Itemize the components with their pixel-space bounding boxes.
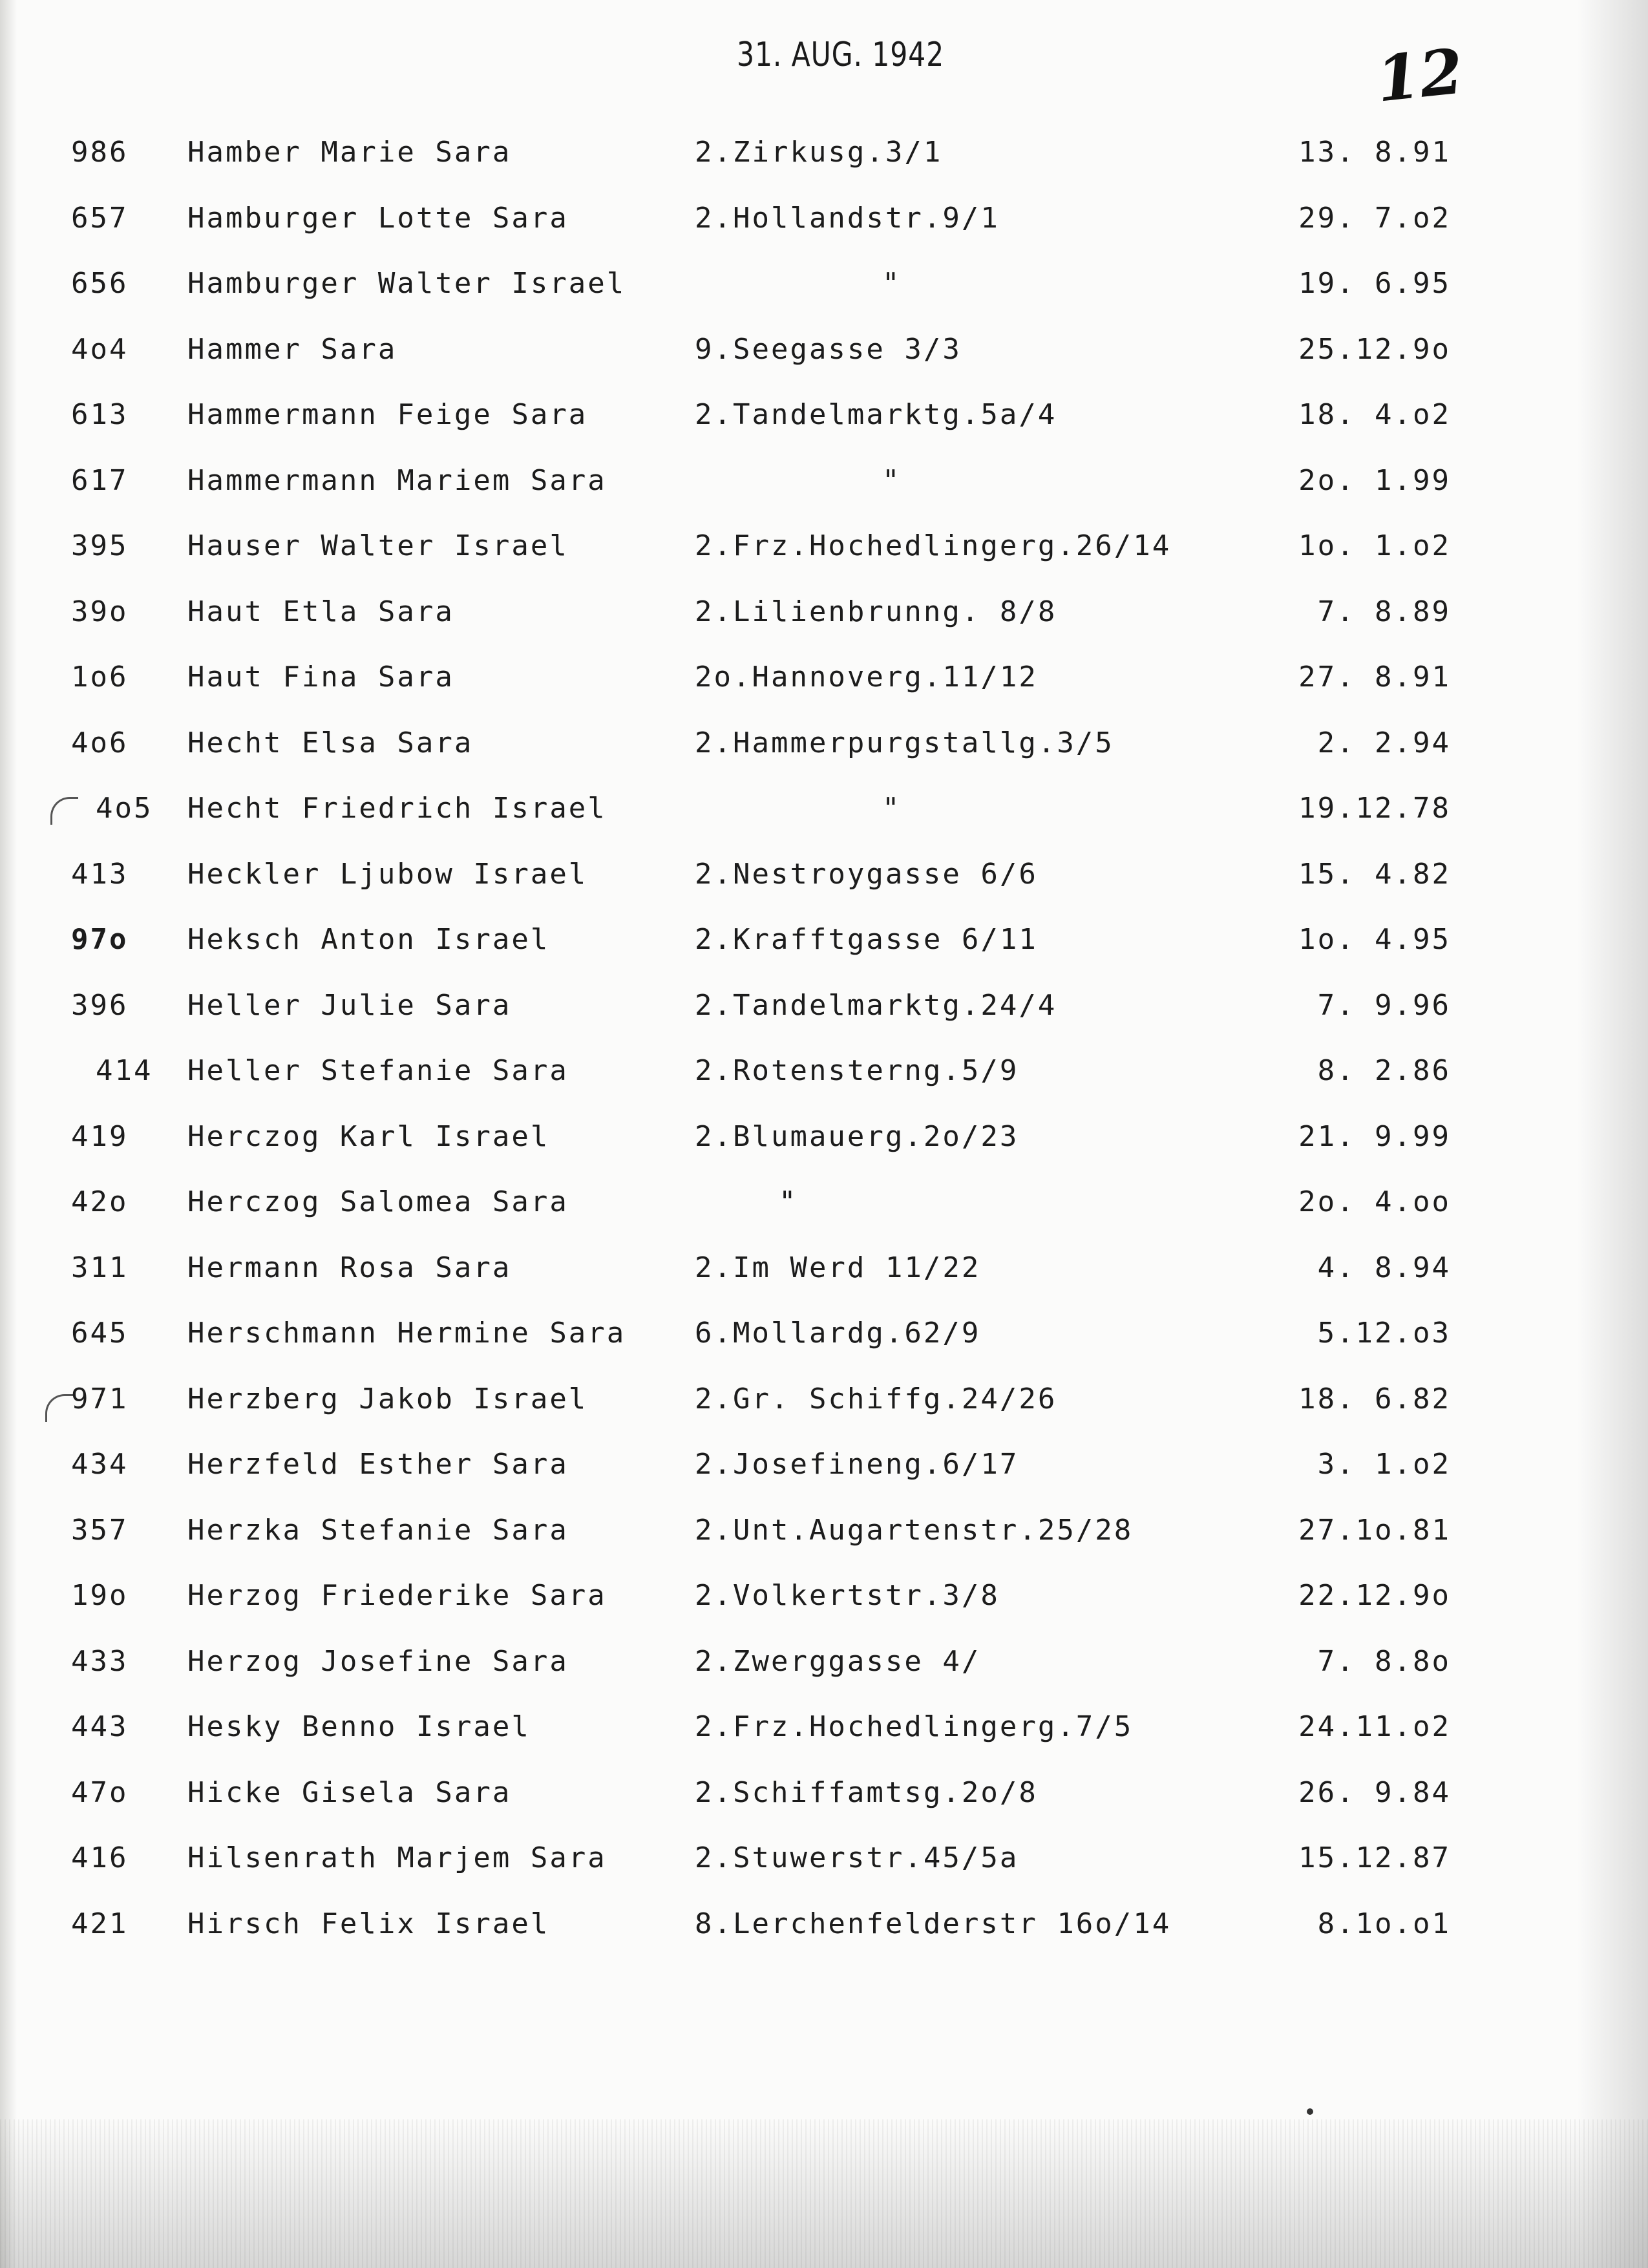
entry-address: 2.Zwerggasse 4/: [695, 1644, 981, 1678]
entry-name: Hammermann Feige Sara: [187, 398, 588, 431]
entry-number: 97o: [71, 923, 129, 956]
entry-number: 433: [71, 1644, 129, 1678]
entry-birthdate: 3. 1.o2: [1317, 1448, 1451, 1481]
list-item: [0, 989, 1648, 1055]
entry-address: ": [882, 267, 902, 300]
entry-address: 2.Tandelmarktg.5a/4: [695, 398, 1057, 431]
entry-number: 414: [96, 1054, 153, 1087]
list-item: [0, 136, 1648, 202]
entry-number: 421: [71, 1907, 129, 1940]
entry-address: 2.Hammerpurgstallg.3/5: [695, 726, 1114, 759]
list-item: [0, 1514, 1648, 1580]
entry-address: ": [779, 1185, 798, 1218]
entry-birthdate: 4. 8.94: [1317, 1251, 1451, 1284]
entry-address: 2.Tandelmarktg.24/4: [695, 988, 1057, 1022]
pencil-tick-mark: [50, 797, 78, 825]
entry-number: 39o: [71, 595, 129, 628]
entry-address: 2.Gr. Schiffg.24/26: [695, 1382, 1057, 1415]
list-item: [0, 1776, 1648, 1842]
list-item: [0, 1448, 1648, 1514]
entry-number: 443: [71, 1710, 129, 1743]
list-item: [0, 1579, 1648, 1645]
entry-name: Hamburger Lotte Sara: [187, 201, 569, 235]
entry-birthdate: 18. 6.82: [1298, 1382, 1451, 1415]
entry-birthdate: 25.12.9o: [1298, 332, 1451, 366]
entry-name: Hilsenrath Marjem Sara: [187, 1841, 607, 1874]
entry-address: 2.Rotensterng.5/9: [695, 1054, 1019, 1087]
entry-number: 4o6: [71, 726, 129, 759]
entry-list: [0, 136, 1648, 1973]
entry-name: Heller Julie Sara: [187, 988, 512, 1022]
entry-birthdate: 7. 8.8o: [1317, 1644, 1451, 1678]
entry-birthdate: 2o. 1.99: [1298, 463, 1451, 497]
entry-birthdate: 7. 8.89: [1317, 595, 1451, 628]
entry-birthdate: 15.12.87: [1298, 1841, 1451, 1874]
entry-name: Hamburger Walter Israel: [187, 267, 626, 300]
entry-address: 9.Seegasse 3/3: [695, 332, 962, 366]
list-item: [0, 1907, 1648, 1973]
entry-address: 2.Lilienbrunng. 8/8: [695, 595, 1057, 628]
entry-address: 2.Nestroygasse 6/6: [695, 857, 1038, 891]
entry-number: 416: [71, 1841, 129, 1874]
entry-birthdate: 2. 2.94: [1317, 726, 1451, 759]
entry-birthdate: 18. 4.o2: [1298, 398, 1451, 431]
list-item: [0, 1120, 1648, 1186]
entry-birthdate: 15. 4.82: [1298, 857, 1451, 891]
entry-name: Herzka Stefanie Sara: [187, 1513, 569, 1547]
list-item: [0, 1185, 1648, 1251]
entry-address: 2.Stuwerstr.45/5a: [695, 1841, 1019, 1874]
entry-name: Herzberg Jakob Israel: [187, 1382, 588, 1415]
list-item: [0, 333, 1648, 399]
entry-address: 2.Frz.Hochedlingerg.26/14: [695, 529, 1172, 562]
entry-birthdate: 22.12.9o: [1298, 1579, 1451, 1612]
entry-name: Hamber Marie Sara: [187, 136, 512, 169]
entry-birthdate: 5.12.o3: [1317, 1317, 1451, 1350]
entry-number: 613: [71, 398, 129, 431]
entry-name: Hecht Elsa Sara: [187, 726, 474, 759]
list-item: [0, 1317, 1648, 1383]
entry-birthdate: 7. 9.96: [1317, 988, 1451, 1022]
entry-address: 2.Frz.Hochedlingerg.7/5: [695, 1710, 1134, 1743]
date-stamp: 31. AUG. 1942: [737, 36, 945, 74]
entry-name: Heksch Anton Israel: [187, 923, 550, 956]
entry-name: Hecht Friedrich Israel: [187, 792, 607, 825]
entry-address: 2.Hollandstr.9/1: [695, 201, 1000, 235]
entry-birthdate: 13. 8.91: [1298, 136, 1451, 169]
list-item: [0, 726, 1648, 792]
entry-name: Hirsch Felix Israel: [187, 1907, 550, 1940]
entry-name: Heller Stefanie Sara: [187, 1054, 569, 1087]
handwritten-page-number: 12: [1373, 34, 1467, 116]
list-item: [0, 595, 1648, 661]
entry-name: Hauser Walter Israel: [187, 529, 569, 562]
entry-address: 2.Krafftgasse 6/11: [695, 923, 1038, 956]
entry-number: 413: [71, 857, 129, 891]
list-item: [0, 1383, 1648, 1448]
entry-address: 2.Schiffamtsg.2o/8: [695, 1775, 1038, 1809]
entry-birthdate: 27. 8.91: [1298, 661, 1451, 694]
list-item: [0, 202, 1648, 268]
entry-name: Hesky Benno Israel: [187, 1710, 531, 1743]
entry-name: Haut Fina Sara: [187, 661, 454, 694]
list-item: [0, 529, 1648, 595]
entry-birthdate: 24.11.o2: [1298, 1710, 1451, 1743]
entry-address: 2.Im Werd 11/22: [695, 1251, 981, 1284]
list-item: [0, 267, 1648, 333]
entry-address: 2.Zirkusg.3/1: [695, 136, 943, 169]
entry-address: 2.Josefineng.6/17: [695, 1448, 1019, 1481]
entry-number: 47o: [71, 1775, 129, 1809]
entry-number: 434: [71, 1448, 129, 1481]
entry-birthdate: 8. 2.86: [1317, 1054, 1451, 1087]
entry-birthdate: 1o. 1.o2: [1298, 529, 1451, 562]
entry-name: Herzog Friederike Sara: [187, 1579, 607, 1612]
entry-number: 657: [71, 201, 129, 235]
list-item: [0, 1841, 1648, 1907]
entry-number: 617: [71, 463, 129, 497]
list-item: [0, 1054, 1648, 1120]
entry-address: 2o.Hannoverg.11/12: [695, 661, 1038, 694]
entry-number: 357: [71, 1513, 129, 1547]
photocopy-noise: [0, 2119, 1648, 2268]
list-item: [0, 1645, 1648, 1711]
list-item: [0, 858, 1648, 924]
entry-address: 6.Mollardg.62/9: [695, 1317, 981, 1350]
pencil-tick-mark: [45, 1394, 73, 1422]
list-item: [0, 1251, 1648, 1317]
entry-address: 8.Lerchenfelderstr 16o/14: [695, 1907, 1172, 1940]
entry-name: Herzog Josefine Sara: [187, 1644, 569, 1678]
list-item: [0, 923, 1648, 989]
entry-name: Hammermann Mariem Sara: [187, 463, 607, 497]
entry-birthdate: 1o. 4.95: [1298, 923, 1451, 956]
entry-name: Herschmann Hermine Sara: [187, 1317, 626, 1350]
entry-birthdate: 19.12.78: [1298, 792, 1451, 825]
entry-number: 645: [71, 1317, 129, 1350]
entry-number: 42o: [71, 1185, 129, 1218]
list-item: [0, 1710, 1648, 1776]
list-item: [0, 398, 1648, 464]
ink-speck: [1307, 2108, 1313, 2115]
entry-address: ": [882, 463, 902, 497]
entry-name: Herzfeld Esther Sara: [187, 1448, 569, 1481]
entry-address: 2.Volkertstr.3/8: [695, 1579, 1000, 1612]
entry-address: ": [882, 792, 902, 825]
entry-number: 4o5: [96, 792, 153, 825]
entry-number: 986: [71, 136, 129, 169]
entry-birthdate: 26. 9.84: [1298, 1775, 1451, 1809]
entry-number: 396: [71, 988, 129, 1022]
entry-birthdate: 2o. 4.oo: [1298, 1185, 1451, 1218]
entry-number: 395: [71, 529, 129, 562]
entry-address: 2.Blumauerg.2o/23: [695, 1119, 1019, 1153]
entry-name: Hammer Sara: [187, 332, 397, 366]
entry-number: 419: [71, 1119, 129, 1153]
entry-number: 19o: [71, 1579, 129, 1612]
list-item: [0, 661, 1648, 726]
entry-name: Heckler Ljubow Israel: [187, 857, 588, 891]
entry-number: 656: [71, 267, 129, 300]
entry-name: Hicke Gisela Sara: [187, 1775, 512, 1809]
entry-number: 1o6: [71, 661, 129, 694]
entry-name: Haut Etla Sara: [187, 595, 454, 628]
entry-address: 2.Unt.Augartenstr.25/28: [695, 1513, 1134, 1547]
entry-number: 4o4: [71, 332, 129, 366]
list-item: [0, 792, 1648, 858]
entry-number: 971: [71, 1382, 129, 1415]
entry-birthdate: 19. 6.95: [1298, 267, 1451, 300]
entry-name: Hermann Rosa Sara: [187, 1251, 512, 1284]
list-item: [0, 464, 1648, 530]
entry-birthdate: 21. 9.99: [1298, 1119, 1451, 1153]
entry-birthdate: 8.1o.o1: [1317, 1907, 1451, 1940]
entry-birthdate: 27.1o.81: [1298, 1513, 1451, 1547]
entry-name: Herczog Salomea Sara: [187, 1185, 569, 1218]
entry-number: 311: [71, 1251, 129, 1284]
entry-name: Herczog Karl Israel: [187, 1119, 550, 1153]
entry-birthdate: 29. 7.o2: [1298, 201, 1451, 235]
